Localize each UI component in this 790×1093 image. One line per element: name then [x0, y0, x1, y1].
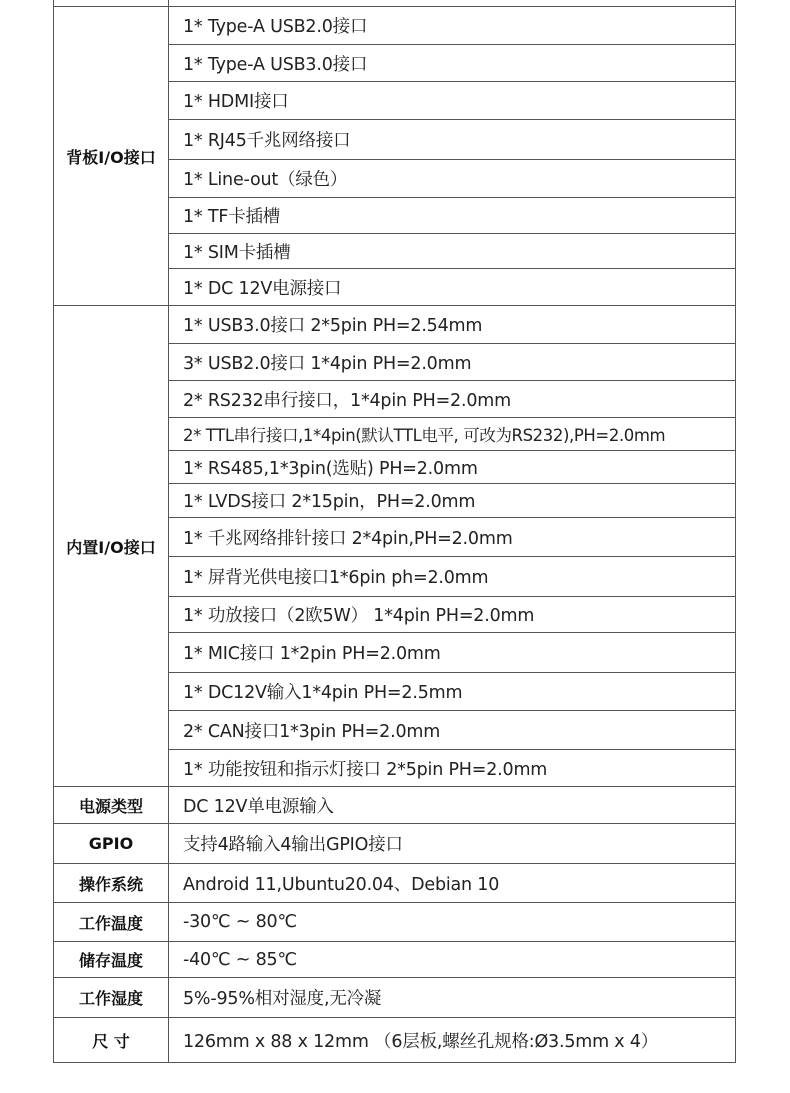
rear-io-item: 1* DC 12V电源接口 [169, 269, 736, 306]
internal-io-item: 1* MIC接口 1*2pin PH=2.0mm [169, 633, 736, 673]
internal-io-item: 1* DC12V输入1*4pin PH=2.5mm [169, 673, 736, 711]
spec-label: 电源类型 [54, 787, 169, 824]
spec-label: 尺 寸 [54, 1018, 169, 1063]
spec-value: -30℃ ~ 80℃ [169, 903, 736, 942]
table-row [54, 7, 736, 45]
spec-table [53, 0, 736, 1063]
internal-io-item: 1* USB3.0接口 2*5pin PH=2.54mm [169, 306, 736, 344]
rear-io-item: 1* SIM卡插槽 [169, 234, 736, 269]
rear-io-item: 1* Line-out（绿色） [169, 160, 736, 198]
table-row [54, 306, 736, 344]
internal-io-item: 2* RS232串行接口，1*4pin PH=2.0mm [169, 381, 736, 418]
table-row [54, 1018, 736, 1063]
rear-io-item: 1* HDMI接口 [169, 82, 736, 120]
table-row [54, 864, 736, 903]
rear-io-item: 1* RJ45千兆网络接口 [169, 120, 736, 160]
table-row [54, 978, 736, 1018]
spec-value: 5%-95%相对湿度,无冷凝 [169, 978, 736, 1018]
spec-value: 支持4路输入4输出GPIO接口 [169, 824, 736, 864]
internal-io-item: 1* 功能按钮和指示灯接口 2*5pin PH=2.0mm [169, 750, 736, 787]
internal-io-item: 1* 屏背光供电接口1*6pin ph=2.0mm [169, 557, 736, 597]
table-row [54, 824, 736, 864]
spec-label: 储存温度 [54, 942, 169, 978]
internal-io-item: 2* TTL串行接口,1*4pin(默认TTL电平, 可改为RS232),PH=2.0mm [169, 418, 736, 451]
internal-io-label: 内置I/O接口 [54, 306, 169, 787]
table-row [54, 787, 736, 824]
internal-io-item: 1* 功放接口（2欧5W） 1*4pin PH=2.0mm [169, 597, 736, 633]
spec-value: 126mm x 88 x 12mm （6层板,螺丝孔规格:Ø3.5mm x 4） [169, 1018, 736, 1063]
table-row [54, 903, 736, 942]
internal-io-item: 3* USB2.0接口 1*4pin PH=2.0mm [169, 344, 736, 381]
table-row [54, 942, 736, 978]
internal-io-item: 1* LVDS接口 2*15pin，PH=2.0mm [169, 484, 736, 518]
internal-io-item: 1* 千兆网络排针接口 2*4pin,PH=2.0mm [169, 518, 736, 557]
spec-value: Android 11,Ubuntu20.04、Debian 10 [169, 864, 736, 903]
spec-label: 工作湿度 [54, 978, 169, 1018]
spec-value: -40℃ ~ 85℃ [169, 942, 736, 978]
spec-label: GPIO [54, 824, 169, 864]
internal-io-item: 2* CAN接口1*3pin PH=2.0mm [169, 711, 736, 750]
rear-io-label: 背板I/O接口 [54, 7, 169, 306]
spec-value: DC 12V单电源输入 [169, 787, 736, 824]
spec-label: 工作温度 [54, 903, 169, 942]
internal-io-item: 1* RS485,1*3pin(选贴) PH=2.0mm [169, 451, 736, 484]
rear-io-item: 1* Type-A USB3.0接口 [169, 45, 736, 82]
spec-label: 操作系统 [54, 864, 169, 903]
rear-io-item: 1* TF卡插槽 [169, 198, 736, 234]
rear-io-item: 1* Type-A USB2.0接口 [169, 7, 736, 45]
